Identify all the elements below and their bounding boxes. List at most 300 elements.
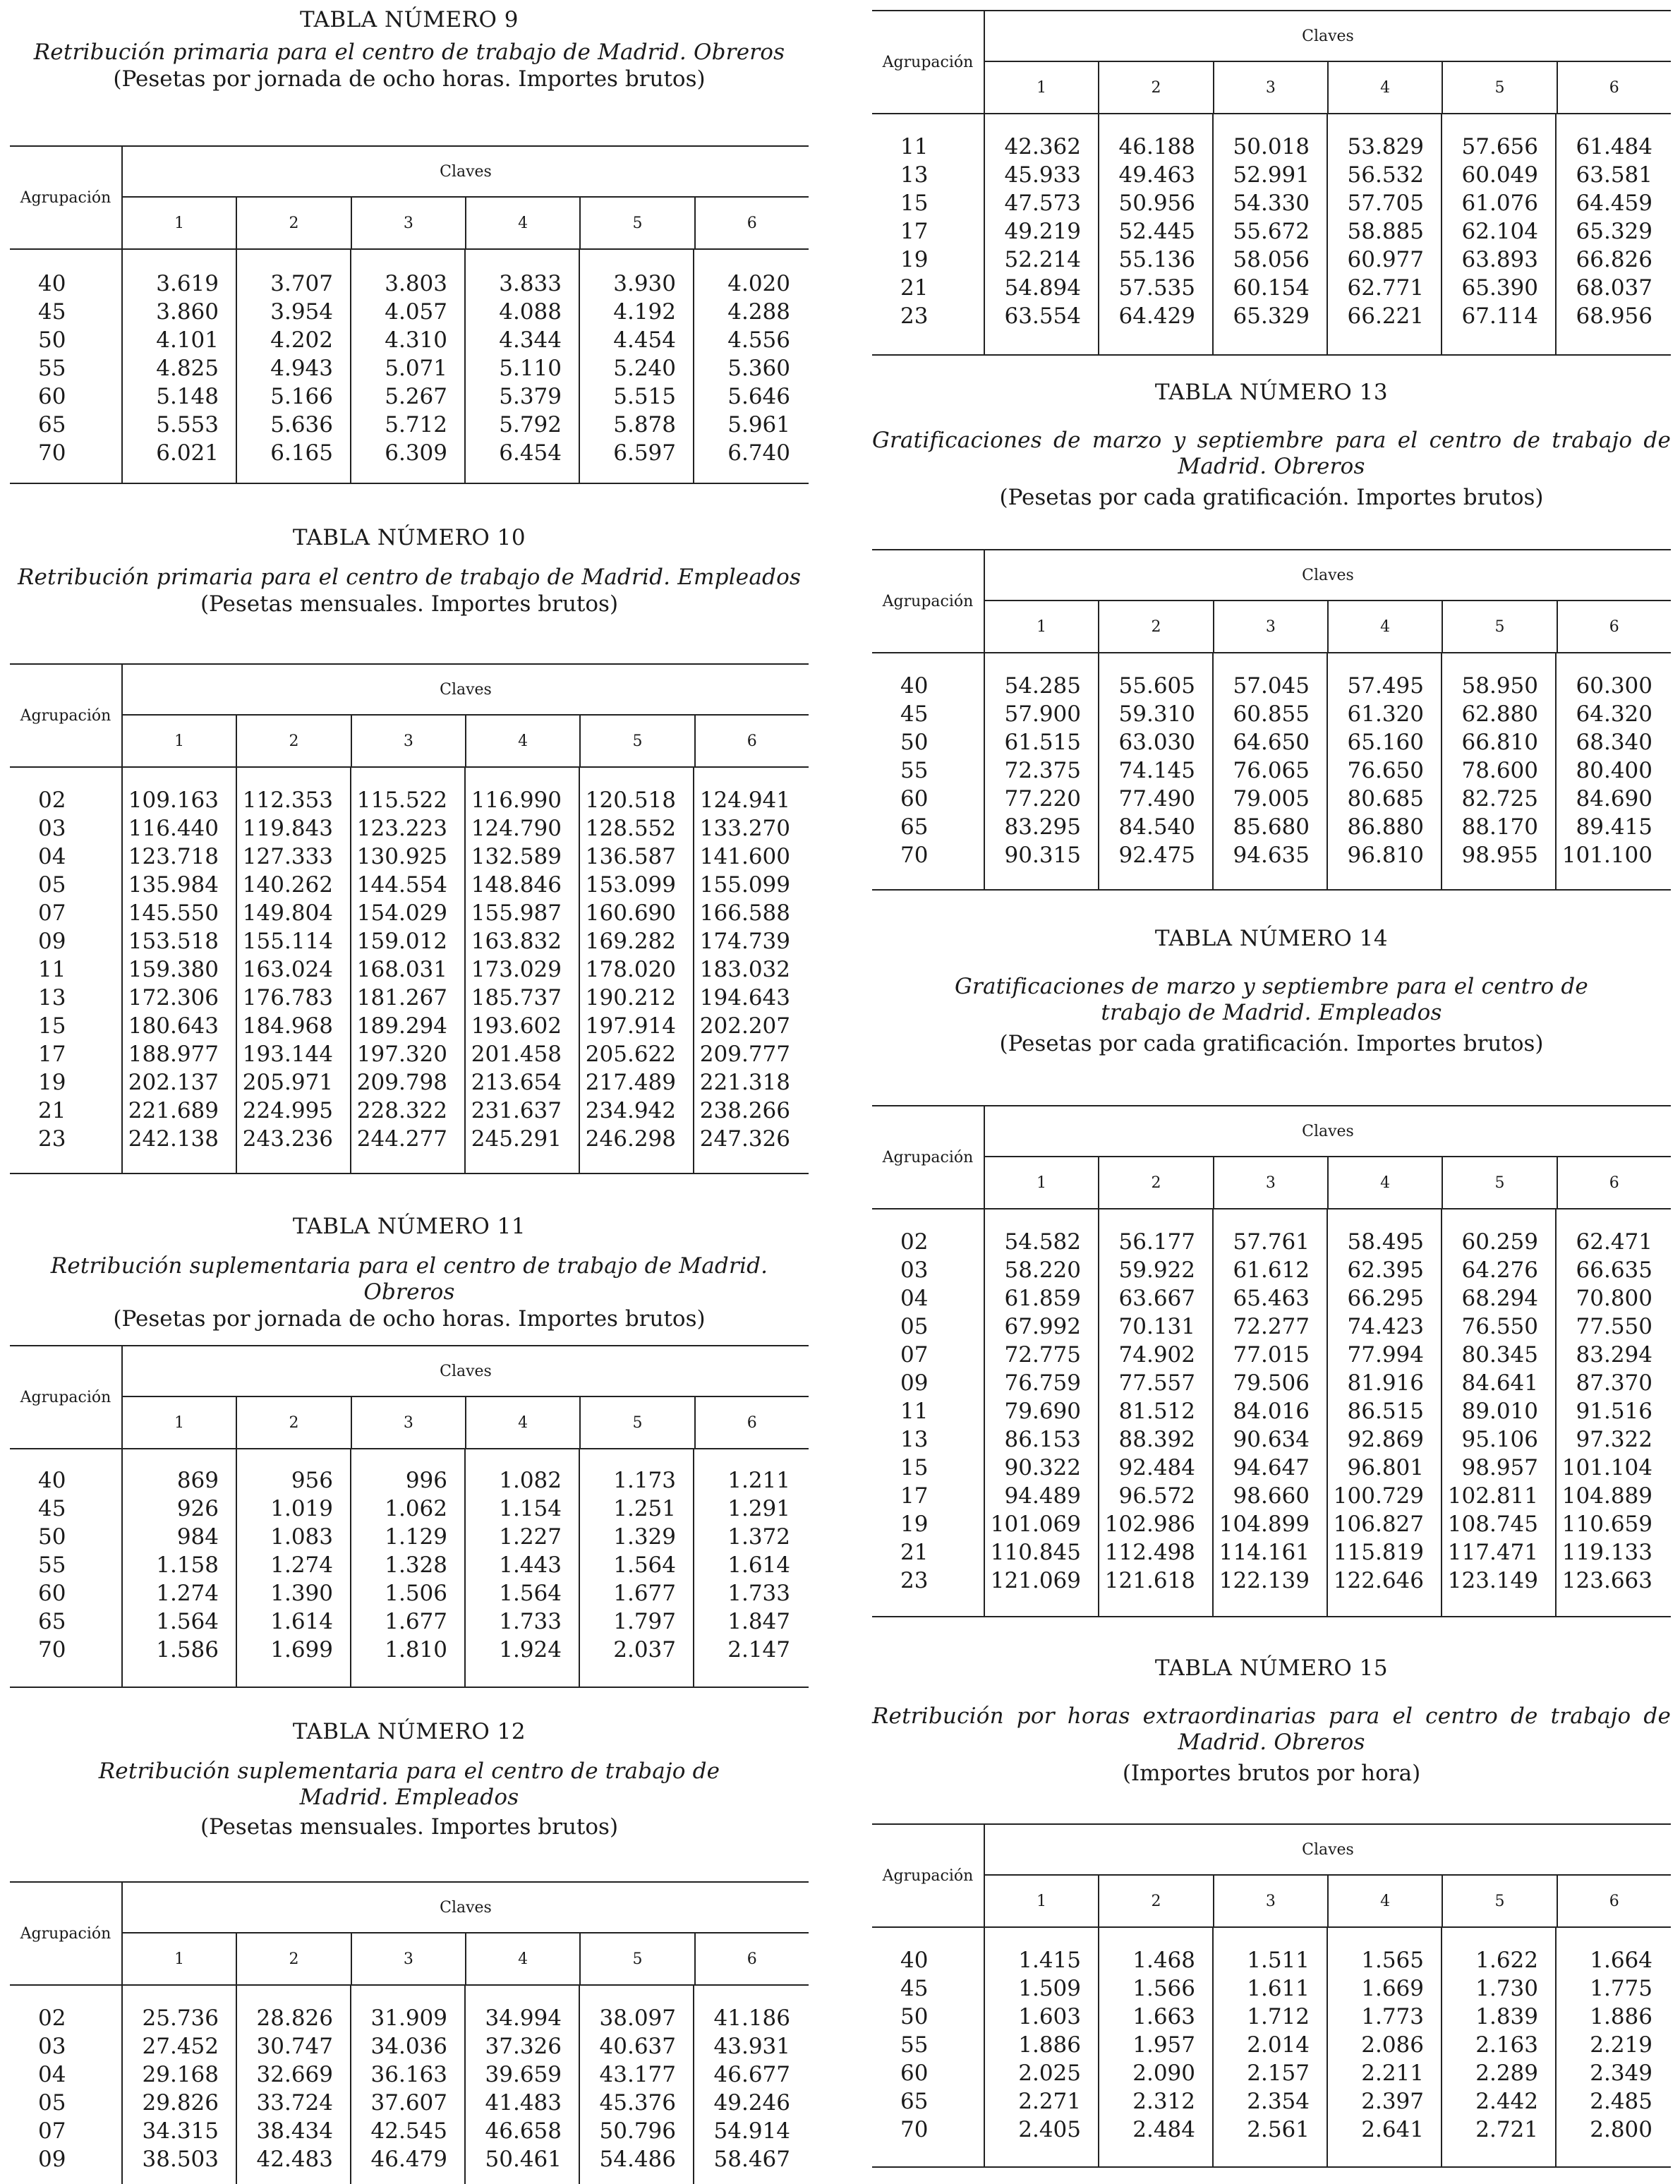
- value-cell: 869: [176, 1468, 219, 1493]
- value-cell: 60.049: [1461, 162, 1538, 188]
- agrupacion-cell: 60: [38, 384, 66, 409]
- agrupacion-cell: 11: [900, 134, 929, 159]
- key-1: 1: [123, 716, 237, 766]
- table-row: [872, 246, 1671, 274]
- value-cell: 2.397: [1361, 2089, 1424, 2114]
- key-2: 2: [1099, 601, 1214, 652]
- value-cell: 1.082: [499, 1468, 562, 1493]
- table-header: [10, 1345, 809, 1449]
- value-cell: 47.573: [1004, 191, 1081, 216]
- value-cell: 102.986: [1104, 1512, 1195, 1537]
- table-title: TABLA NÚMERO 13: [1154, 380, 1389, 405]
- value-cell: 1.129: [385, 1524, 447, 1550]
- key-2: 2: [237, 1933, 351, 1984]
- value-cell: 42.483: [256, 2147, 333, 2172]
- value-cell: 1.565: [1361, 1948, 1424, 1973]
- value-cell: 205.622: [585, 1042, 676, 1067]
- value-cell: 128.552: [585, 816, 676, 841]
- value-cell: 209.777: [699, 1042, 790, 1067]
- value-cell: 6.165: [270, 440, 333, 466]
- value-cell: 1.274: [156, 1581, 219, 1606]
- value-cell: 193.144: [242, 1042, 333, 1067]
- agrupacion-cell: 04: [900, 1286, 929, 1311]
- table-rows: [10, 1466, 809, 1664]
- value-cell: 49.219: [1004, 219, 1081, 244]
- value-cell: 49.246: [713, 2090, 790, 2116]
- agrupacion-cell: 15: [38, 1013, 66, 1039]
- value-cell: 52.991: [1233, 162, 1310, 188]
- value-cell: 66.295: [1347, 1286, 1424, 1311]
- value-cell: 1.810: [385, 1637, 447, 1663]
- value-cell: 2.014: [1247, 2032, 1310, 2058]
- value-cell: 159.012: [356, 929, 447, 954]
- value-cell: 88.392: [1118, 1427, 1195, 1452]
- table-units: (Pesetas mensuales. Importes brutos): [200, 591, 619, 617]
- value-cell: 1.564: [499, 1581, 562, 1606]
- table-row: [872, 756, 1671, 785]
- value-cell: 956: [291, 1468, 333, 1493]
- agrupacion-cell: 02: [38, 788, 66, 813]
- key-5: 5: [581, 198, 695, 248]
- value-cell: 5.379: [499, 384, 562, 409]
- key-6: 6: [747, 214, 757, 232]
- value-cell: 996: [405, 1468, 447, 1493]
- value-cell: 79.005: [1233, 786, 1310, 812]
- value-cell: 54.285: [1004, 673, 1081, 699]
- value-cell: 58.495: [1347, 1229, 1424, 1255]
- agrupacion-cell: 03: [38, 2034, 66, 2059]
- value-cell: 98.957: [1461, 1455, 1538, 1480]
- value-cell: 4.454: [613, 327, 676, 353]
- value-cell: 68.037: [1576, 275, 1652, 301]
- table-description: Retribución por horas extraordinarias para el centro de trabajo de Madrid. Obreros: [872, 1703, 1671, 1755]
- value-cell: 2.163: [1475, 2032, 1538, 2058]
- value-cell: 38.503: [142, 2147, 219, 2172]
- tabla-12: [10, 1719, 809, 2172]
- value-cell: 95.106: [1461, 1427, 1538, 1452]
- table-row: [872, 700, 1671, 728]
- value-cell: 76.650: [1347, 758, 1424, 783]
- keys-header: [985, 1876, 1671, 1926]
- value-cell: 141.600: [699, 844, 790, 869]
- table-header: [872, 1105, 1671, 1209]
- key-3: 3: [352, 1397, 466, 1448]
- value-cell: 1.611: [1247, 1976, 1310, 2001]
- claves-header: Claves: [123, 1346, 809, 1397]
- table-row: [872, 1313, 1671, 1341]
- value-cell: 79.690: [1004, 1399, 1081, 1424]
- agrupacion-header: Agrupación: [872, 1825, 985, 1926]
- value-cell: 5.878: [613, 412, 676, 438]
- table-row: [10, 439, 809, 467]
- value-cell: 185.737: [471, 985, 562, 1010]
- key-4: 4: [466, 1397, 581, 1448]
- value-cell: 217.489: [585, 1070, 676, 1095]
- agrupacion-cell: 55: [38, 1552, 66, 1578]
- value-cell: 41.483: [485, 2090, 562, 2116]
- value-cell: 80.685: [1347, 786, 1424, 812]
- value-cell: 1.677: [613, 1581, 676, 1606]
- table-row: [872, 1228, 1671, 1256]
- value-cell: 4.020: [727, 271, 790, 296]
- value-cell: 39.659: [485, 2062, 562, 2087]
- table-row: [10, 1040, 809, 1068]
- value-cell: 5.166: [270, 384, 333, 409]
- value-cell: 1.564: [156, 1609, 219, 1634]
- table-row: [872, 2003, 1671, 2031]
- agrupacion-cell: 40: [38, 271, 66, 296]
- agrupacion-cell: 21: [900, 275, 929, 301]
- value-cell: 86.153: [1004, 1427, 1081, 1452]
- value-cell: 123.223: [356, 816, 447, 841]
- value-cell: 231.637: [471, 1098, 562, 1123]
- key-3: 3: [352, 1933, 466, 1984]
- value-cell: 94.635: [1233, 843, 1310, 868]
- agrupacion-cell: 40: [900, 673, 929, 699]
- value-cell: 112.353: [242, 788, 333, 813]
- agrupacion-cell: 55: [900, 2032, 929, 2058]
- value-cell: 76.065: [1233, 758, 1310, 783]
- value-cell: 89.415: [1576, 814, 1652, 840]
- table-description: Retribución primaria para el centro de trabajo de Madrid. Empleados: [17, 565, 802, 590]
- value-cell: 1.566: [1132, 1976, 1195, 2001]
- value-cell: 2.090: [1132, 2061, 1195, 2086]
- value-cell: 2.641: [1361, 2117, 1424, 2142]
- value-cell: 38.097: [599, 2005, 676, 2031]
- value-cell: 160.690: [585, 900, 676, 926]
- value-cell: 1.712: [1247, 2004, 1310, 2029]
- value-cell: 40.637: [599, 2034, 676, 2059]
- value-cell: 2.484: [1132, 2117, 1195, 2142]
- value-cell: 238.266: [699, 1098, 790, 1123]
- value-cell: 117.471: [1447, 1540, 1538, 1565]
- value-cell: 4.192: [613, 299, 676, 325]
- value-cell: 1.154: [499, 1496, 562, 1521]
- value-cell: 4.288: [727, 299, 790, 325]
- value-cell: 76.759: [1004, 1370, 1081, 1396]
- claves-header: Claves: [123, 1883, 809, 1933]
- agrupacion-cell: 17: [900, 1483, 929, 1509]
- value-cell: 58.056: [1233, 247, 1310, 272]
- value-cell: 1.663: [1132, 2004, 1195, 2029]
- value-cell: 66.221: [1347, 303, 1424, 329]
- agrupacion-cell: 45: [38, 1496, 66, 1521]
- table-row: [10, 326, 809, 354]
- agrupacion-cell: 65: [900, 814, 929, 840]
- table-row: [872, 1567, 1671, 1595]
- value-cell: 3.930: [613, 271, 676, 296]
- value-cell: 79.506: [1233, 1370, 1310, 1396]
- value-cell: 6.021: [156, 440, 219, 466]
- value-cell: 108.745: [1447, 1512, 1538, 1537]
- value-cell: 202.137: [128, 1070, 219, 1095]
- agrupacion-cell: 19: [38, 1070, 66, 1095]
- agrupacion-cell: 55: [38, 356, 66, 381]
- value-cell: 72.375: [1004, 758, 1081, 783]
- value-cell: 62.771: [1347, 275, 1424, 301]
- value-cell: 84.016: [1233, 1399, 1310, 1424]
- table-header: [10, 145, 809, 250]
- keys-header: [985, 601, 1671, 652]
- agrupacion-cell: 65: [38, 412, 66, 438]
- agrupacion-cell: 05: [38, 2090, 66, 2116]
- value-cell: 2.211: [1361, 2061, 1424, 2086]
- key-4: 4: [466, 198, 581, 248]
- agrupacion-cell: 17: [38, 1042, 66, 1067]
- value-cell: 84.540: [1118, 814, 1195, 840]
- table-row: [10, 984, 809, 1012]
- value-cell: 1.730: [1475, 1976, 1538, 2001]
- value-cell: 140.262: [242, 872, 333, 898]
- value-cell: 2.561: [1247, 2117, 1310, 2142]
- value-cell: 136.587: [585, 844, 676, 869]
- value-cell: 5.110: [499, 356, 562, 381]
- agrupacion-cell: 03: [38, 816, 66, 841]
- value-cell: 2.219: [1590, 2032, 1652, 2058]
- value-cell: 104.899: [1219, 1512, 1310, 1537]
- table-rows: [10, 2004, 809, 2173]
- agrupacion-header: Agrupación: [872, 1106, 985, 1208]
- value-cell: 5.712: [385, 412, 447, 438]
- key-3: 3: [1214, 1157, 1329, 1208]
- value-cell: 61.076: [1461, 191, 1538, 216]
- value-cell: 1.083: [270, 1524, 333, 1550]
- value-cell: 163.024: [242, 957, 333, 982]
- key-2: 2: [1099, 1876, 1214, 1926]
- value-cell: 63.030: [1118, 730, 1195, 755]
- value-cell: 2.349: [1590, 2061, 1652, 2086]
- value-cell: 86.880: [1347, 814, 1424, 840]
- agrupacion-cell: 70: [38, 440, 66, 466]
- value-cell: 1.886: [1590, 2004, 1652, 2029]
- value-cell: 1.924: [499, 1637, 562, 1663]
- value-cell: 1.614: [727, 1552, 790, 1578]
- tabla-10: [10, 525, 809, 1152]
- table-row: [10, 1495, 809, 1523]
- agrupacion-cell: 17: [900, 219, 929, 244]
- table-header: [872, 1823, 1671, 1928]
- agrupacion-cell: 09: [900, 1370, 929, 1396]
- value-cell: 63.581: [1576, 162, 1652, 188]
- value-cell: 180.643: [128, 1013, 219, 1039]
- table-row: [10, 1551, 809, 1579]
- keys-header: [985, 1157, 1671, 1208]
- value-cell: 56.532: [1347, 162, 1424, 188]
- value-cell: 52.214: [1004, 247, 1081, 272]
- value-cell: 181.267: [356, 985, 447, 1010]
- value-cell: 6.454: [499, 440, 562, 466]
- value-cell: 92.475: [1118, 843, 1195, 868]
- value-cell: 64.429: [1118, 303, 1195, 329]
- key-4: 4: [1329, 1876, 1443, 1926]
- key-1: 1: [985, 601, 1099, 652]
- value-cell: 68.956: [1576, 303, 1652, 329]
- value-cell: 66.810: [1461, 730, 1538, 755]
- value-cell: 1.468: [1132, 1948, 1195, 1973]
- value-cell: 45.933: [1004, 162, 1081, 188]
- value-cell: 90.315: [1004, 843, 1081, 868]
- value-cell: 154.029: [356, 900, 447, 926]
- table-row: [872, 1510, 1671, 1538]
- agrupacion-cell: 50: [38, 1524, 66, 1550]
- table-header: [872, 549, 1671, 653]
- value-cell: 38.434: [256, 2118, 333, 2144]
- table-row: [10, 270, 809, 298]
- value-cell: 115.819: [1333, 1540, 1424, 1565]
- value-cell: 34.036: [370, 2034, 447, 2059]
- value-cell: 234.942: [585, 1098, 676, 1123]
- key-6: 6: [1609, 1174, 1619, 1192]
- table-row: [10, 382, 809, 411]
- table-rows: [872, 133, 1671, 330]
- value-cell: 926: [176, 1496, 219, 1521]
- table-row: [10, 2004, 809, 2032]
- value-cell: 96.572: [1118, 1483, 1195, 1509]
- value-cell: 100.729: [1333, 1483, 1424, 1509]
- agrupacion-cell: 40: [38, 1468, 66, 1493]
- value-cell: 120.518: [585, 788, 676, 813]
- value-cell: 46.188: [1118, 134, 1195, 159]
- value-cell: 1.390: [270, 1581, 333, 1606]
- value-cell: 132.589: [471, 844, 562, 869]
- value-cell: 54.330: [1233, 191, 1310, 216]
- value-cell: 1.291: [727, 1496, 790, 1521]
- value-cell: 37.607: [370, 2090, 447, 2116]
- table-row: [10, 1068, 809, 1097]
- value-cell: 96.810: [1347, 843, 1424, 868]
- agrupacion-cell: 21: [900, 1540, 929, 1565]
- value-cell: 127.333: [242, 844, 333, 869]
- value-cell: 61.515: [1004, 730, 1081, 755]
- agrupacion-cell: 02: [38, 2005, 66, 2031]
- table-row: [10, 955, 809, 984]
- value-cell: 5.515: [613, 384, 676, 409]
- table-row: [10, 786, 809, 814]
- value-cell: 66.635: [1576, 1257, 1652, 1283]
- value-cell: 116.990: [471, 788, 562, 813]
- key-5: 5: [1443, 62, 1557, 113]
- value-cell: 121.618: [1104, 1568, 1195, 1593]
- value-cell: 5.267: [385, 384, 447, 409]
- table-row: [872, 274, 1671, 302]
- value-cell: 83.295: [1004, 814, 1081, 840]
- table-body: [10, 1448, 809, 1688]
- value-cell: 64.459: [1576, 191, 1652, 216]
- value-cell: 1.797: [613, 1609, 676, 1634]
- tabla-13: [872, 380, 1671, 868]
- agrupacion-cell: 09: [38, 929, 66, 954]
- table-header: [872, 10, 1671, 114]
- value-cell: 84.641: [1461, 1370, 1538, 1396]
- value-cell: 43.931: [713, 2034, 790, 2059]
- value-cell: 6.597: [613, 440, 676, 466]
- value-cell: 65.463: [1233, 1286, 1310, 1311]
- value-cell: 64.320: [1576, 701, 1652, 727]
- table-row: [872, 1397, 1671, 1425]
- agrupacion-cell: 05: [38, 872, 66, 898]
- value-cell: 228.322: [356, 1098, 447, 1123]
- value-cell: 1.274: [270, 1552, 333, 1578]
- agrupacion-cell: 07: [900, 1342, 929, 1368]
- key-4: 4: [466, 716, 581, 766]
- value-cell: 110.845: [990, 1540, 1081, 1565]
- table-header: [10, 663, 809, 768]
- value-cell: 1.062: [385, 1496, 447, 1521]
- key-4: 4: [1329, 601, 1443, 652]
- table-row: [872, 672, 1671, 700]
- value-cell: 41.186: [713, 2005, 790, 2031]
- value-cell: 173.029: [471, 957, 562, 982]
- key-2: 2: [237, 716, 351, 766]
- value-cell: 57.535: [1118, 275, 1195, 301]
- table-title: TABLA NÚMERO 10: [292, 525, 526, 550]
- agrupacion-cell: 21: [38, 1098, 66, 1123]
- value-cell: 190.212: [585, 985, 676, 1010]
- value-cell: 60.259: [1461, 1229, 1538, 1255]
- value-cell: 133.270: [699, 816, 790, 841]
- table-row: [10, 2061, 809, 2089]
- table-row: [872, 302, 1671, 330]
- table-row: [10, 1579, 809, 1607]
- table-units: (Importes brutos por hora): [1122, 1761, 1421, 1786]
- value-cell: 149.804: [242, 900, 333, 926]
- value-cell: 2.289: [1475, 2061, 1538, 2086]
- value-cell: 209.798: [356, 1070, 447, 1095]
- value-cell: 1.251: [613, 1496, 676, 1521]
- value-cell: 144.554: [356, 872, 447, 898]
- value-cell: 172.306: [128, 985, 219, 1010]
- agrupacion-cell: 11: [38, 957, 66, 982]
- value-cell: 50.796: [599, 2118, 676, 2144]
- value-cell: 54.486: [599, 2147, 676, 2172]
- value-cell: 90.322: [1004, 1455, 1081, 1480]
- table-row: [872, 1454, 1671, 1482]
- value-cell: 102.811: [1447, 1483, 1538, 1509]
- agrupacion-cell: 45: [38, 299, 66, 325]
- table-row: [872, 1538, 1671, 1567]
- value-cell: 159.380: [128, 957, 219, 982]
- value-cell: 80.400: [1576, 758, 1652, 783]
- agrupacion-cell: 45: [900, 701, 929, 727]
- value-cell: 1.415: [1018, 1948, 1081, 1973]
- value-cell: 50.018: [1233, 134, 1310, 159]
- agrupacion-cell: 15: [900, 1455, 929, 1480]
- agrupacion-header: Agrupación: [10, 1883, 123, 1984]
- value-cell: 188.977: [128, 1042, 219, 1067]
- key-4: 4: [1329, 62, 1443, 113]
- value-cell: 197.914: [585, 1013, 676, 1039]
- value-cell: 54.894: [1004, 275, 1081, 301]
- value-cell: 244.277: [356, 1126, 447, 1152]
- key-3: 3: [352, 716, 466, 766]
- value-cell: 163.832: [471, 929, 562, 954]
- value-cell: 34.994: [485, 2005, 562, 2031]
- value-cell: 1.664: [1590, 1948, 1652, 1973]
- table-row: [10, 1125, 809, 1153]
- value-cell: 4.310: [385, 327, 447, 353]
- value-cell: 166.588: [699, 900, 790, 926]
- table-row: [10, 1636, 809, 1664]
- value-cell: 123.663: [1561, 1568, 1652, 1593]
- value-cell: 55.672: [1233, 219, 1310, 244]
- table-rows: [872, 672, 1671, 869]
- agrupacion-cell: 50: [900, 2004, 929, 2029]
- table-description: Gratificaciones de marzo y septiembre para el centro de trabajo de Madrid. Empleados: [955, 974, 1588, 1025]
- table-units: (Pesetas mensuales. Importes brutos): [200, 1814, 619, 1840]
- table-title: TABLA NÚMERO 12: [292, 1719, 526, 1744]
- value-cell: 77.015: [1233, 1342, 1310, 1368]
- value-cell: 2.025: [1018, 2061, 1081, 2086]
